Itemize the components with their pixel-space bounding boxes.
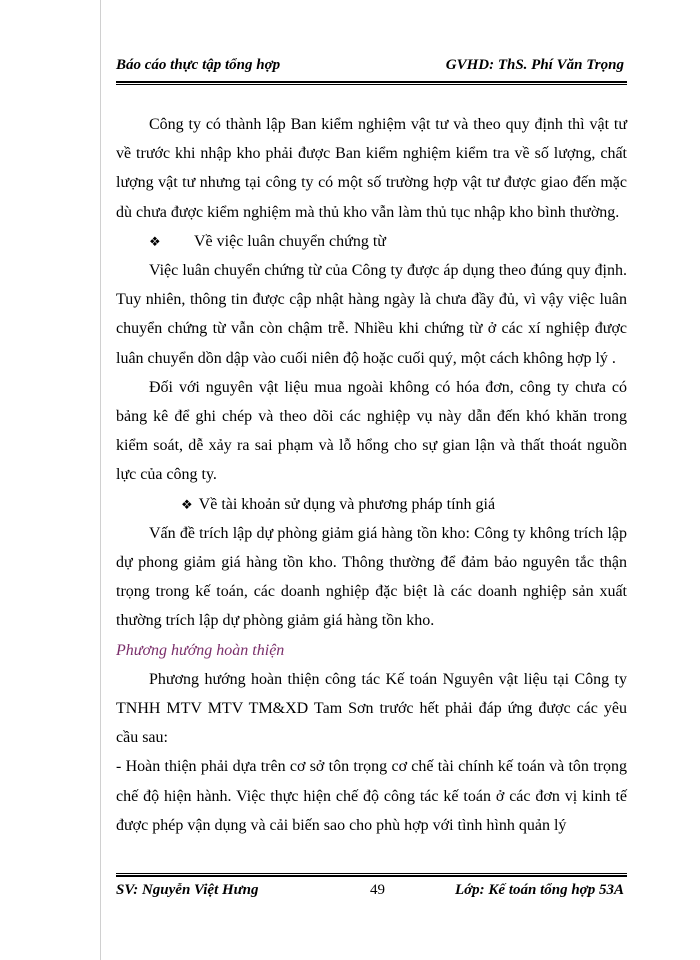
paragraph-direction: Phương hướng hoàn thiện công tác Kế toán Nguyên vật liệu tại Công ty TNHH MTV MTV TM&XD Tam Sơn trước hết phải đáp ứng được các yêu cầu sau: (116, 670, 627, 747)
footer-rule (116, 873, 627, 877)
diamond-bullet-icon: ❖ (181, 496, 193, 512)
paragraph-document-flow: Việc luân chuyển chứng từ của Công ty được áp dụng theo đúng quy định. Tuy nhiên, thông tin được cập nhật hàng ngày là chưa đầy đủ, vì vậy việc luân chuyển chứng từ vẫn còn chậm trễ. Nhiều khi chứng từ ở các xí nghiệp được luân chuyển dồn dập vào cuối niên độ hoặc cuối quý, một cách không hợp lý . (116, 262, 627, 367)
paragraph-inspection: Công ty có thành lập Ban kiểm nghiệm vật tư và theo quy định thì vật tư về trước khi nhập kho phải được Ban kiểm nghiệm kiểm tra về số lượng, chất lượng vật tư nhưng tại công ty có một số trường hợp vật tư được giao đến mặc dù chưa được kiểm nghiệm mà thủ kho vẫn làm thủ tục nhập kho bình thường. (116, 116, 627, 221)
footer-class: Lớp: Kế toán tổng hợp 53A (454, 882, 624, 898)
paragraph-provision: Vấn đề trích lập dự phòng giảm giá hàng tồn kho: Công ty không trích lập dự phong giảm giá hàng tồn kho. Thông thường để đảm bảo nguyên tắc thận trọng trong kế toán, các doanh nghiệp đặc biệt là các doanh nghiệp sản xuất thường trích lập dự phòng giảm giá hàng tồn kho. (116, 524, 627, 630)
section-heading: Phương hướng hoàn thiện (116, 641, 285, 659)
diamond-bullet-icon: ❖ (149, 233, 161, 249)
page-number: 49 (370, 882, 385, 898)
header-report-title: Báo cáo thực tập tổng hợp (116, 57, 281, 73)
paragraph-requirement: - Hoàn thiện phải dựa trên cơ sở tôn trọng cơ chế tài chính kế toán và tôn trọng chế độ hiện hành. Việc thực hiện chế độ công tác kế toán ở các đơn vị kinh tế được phép vận dụng và cải biến sao cho phù hợp với tình hình quản lý (116, 758, 627, 834)
paragraph-no-invoice: Đối với nguyên vật liệu mua ngoài không có hóa đơn, công ty chưa có bảng kê để ghi chép và theo dõi các nghiệp vụ này dẫn đến khó khăn trong kiểm soát, dễ xảy ra sai phạm và lỗ hổng cho sự gian lận và thất thoát nguồn lực của công ty. (116, 378, 627, 484)
page-margin-line (100, 0, 101, 960)
header-supervisor: GVHD: ThS. Phí Văn Trọng (445, 57, 624, 73)
header-rule (116, 81, 627, 85)
document-body (116, 110, 627, 840)
footer-student: SV: Nguyễn Việt Hưng (116, 882, 259, 898)
bullet-document-flow (116, 227, 627, 256)
bullet-label: Về tài khoản sử dụng và phương pháp tính giá (198, 495, 496, 513)
bullet-label: Về việc luân chuyển chứng từ (194, 232, 386, 250)
bullet-accounts (116, 490, 627, 519)
